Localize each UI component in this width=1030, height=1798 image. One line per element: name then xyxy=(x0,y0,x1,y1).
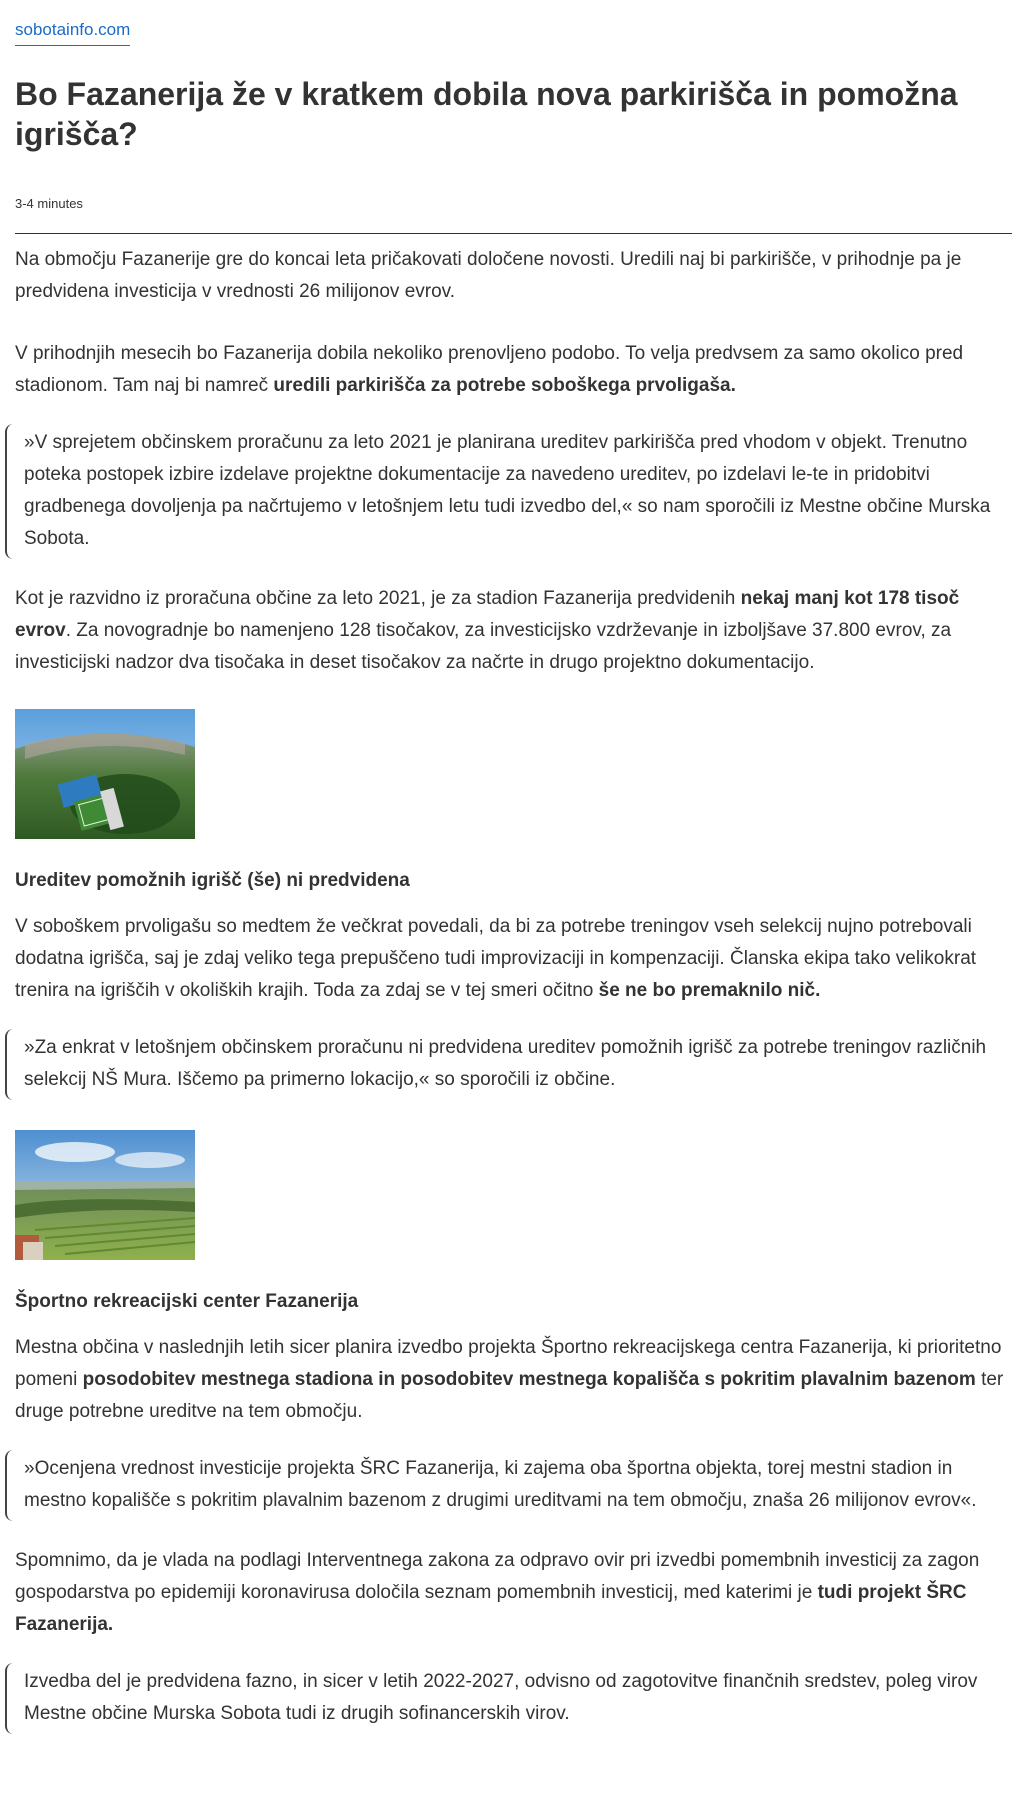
reading-time: 3-4 minutes xyxy=(15,196,1012,234)
paragraph-training: V soboškem prvoligašu so medtem že večkrat povedali, da bi za potrebe treningov vseh selekcij nujno potrebovali dodatna igrišča, saj je zdaj veliko tega prepuščeno tudi improvizaciji in kompenzaciji. Članska ekipa tako velikokrat trenira na igriščih v okoliških krajih. Toda za zdaj se v tej smeri očitno še ne bo premaknilo nič. xyxy=(15,916,977,1001)
article-content xyxy=(15,244,1015,1734)
quote-training-fields: »Za enkrat v letošnjem občinskem proračunu ni predvidena ureditev pomožnih igrišč za potrebe treningov različnih selekcij NŠ Mura. Iščemo pa primerno lokacijo,« so sporočili iz občine. xyxy=(5,1029,1015,1100)
vineyard-landscape-photo xyxy=(15,1130,195,1260)
quote-investment-value: »Ocenjena vrednost investicije projekta ŠRC Fazanerija, ki zajema oba športna objekta, torej mestni stadion in mestno kopališče s pokritim plavalnim bazenom z drugimi ureditvami na tem območju, znaša 26 milijonov evrov«. xyxy=(5,1450,1015,1521)
heading-sports-center: Športno rekreacijski center Fazanerija xyxy=(15,1291,359,1312)
site-link[interactable]: sobotainfo.com xyxy=(15,20,130,46)
paragraph-budget: Kot je razvidno iz proračuna občine za leto 2021, je za stadion Fazanerija predvidenih nekaj manj kot 178 tisoč evrov. Za novogradnje bo namenjeno 128 tisočakov, za investicijsko vzdrževanje in izboljšave 37.800 evrov, za investicijski nadzor dva tisočaka in deset tisočakov za načrte in drugo projektno dokumentacijo. xyxy=(15,588,960,673)
paragraph-government-list: Spomnimo, da je vlada na podlagi Interventnega zakona za odpravo ovir pri izvedbi pomembnih investicij za zagon gospodarstva po epidemiji koronavirusa določila seznam pomembnih investicij, med katerimi je tudi projekt ŠRC Fazanerija. xyxy=(15,1550,980,1635)
article-title: Bo Fazanerija že v kratkem dobila nova parkirišča in pomožna igrišča? xyxy=(15,76,958,152)
heading-training-fields: Ureditev pomožnih igrišč (še) ni predvidena xyxy=(15,870,410,891)
stadium-aerial-photo xyxy=(15,709,195,839)
paragraph-parking: V prihodnjih mesecih bo Fazanerija dobila nekoliko prenovljeno podobo. To velja predvsem za samo okolico pred stadionom. Tam naj bi namreč uredili parkirišča za potrebe soboškega prvoligaša. xyxy=(15,343,964,396)
paragraph-intro: Na območju Fazanerije gre do koncai leta pričakovati določene novosti. Uredili naj bi parkirišče, v prihodnje pa je predvidena investicija v vrednosti 26 milijonov evrov. xyxy=(15,249,962,302)
paragraph-sports-center: Mestna občina v naslednjih letih sicer planira izvedbo projekta Športno rekreacijskega centra Fazanerija, ki prioritetno pomeni posodobitev mestnega stadiona in posodobitev mestnega kopališča s pokritim plavalnim bazenom ter druge potrebne ureditve na tem območju. xyxy=(15,1337,1004,1422)
quote-parking: »V sprejetem občinskem proračunu za leto 2021 je planirana ureditev parkirišča pred vhodom v objekt. Trenutno poteka postopek izbire izdelave projektne dokumentacije za navedeno ureditev, po izdelavi le-te in pridobitvi gradbenega dovoljenja pa načrtujemo v letošnjem letu tudi izvedbo del,« so nam sporočili iz Mestne občine Murska Sobota. xyxy=(5,424,1015,559)
quote-phases: Izvedba del je predvidena fazno, in sicer v letih 2022-2027, odvisno od zagotovitve finančnih sredstev, poleg virov Mestne občine Murska Sobota tudi iz drugih sofinancerskih virov. xyxy=(5,1663,1015,1734)
